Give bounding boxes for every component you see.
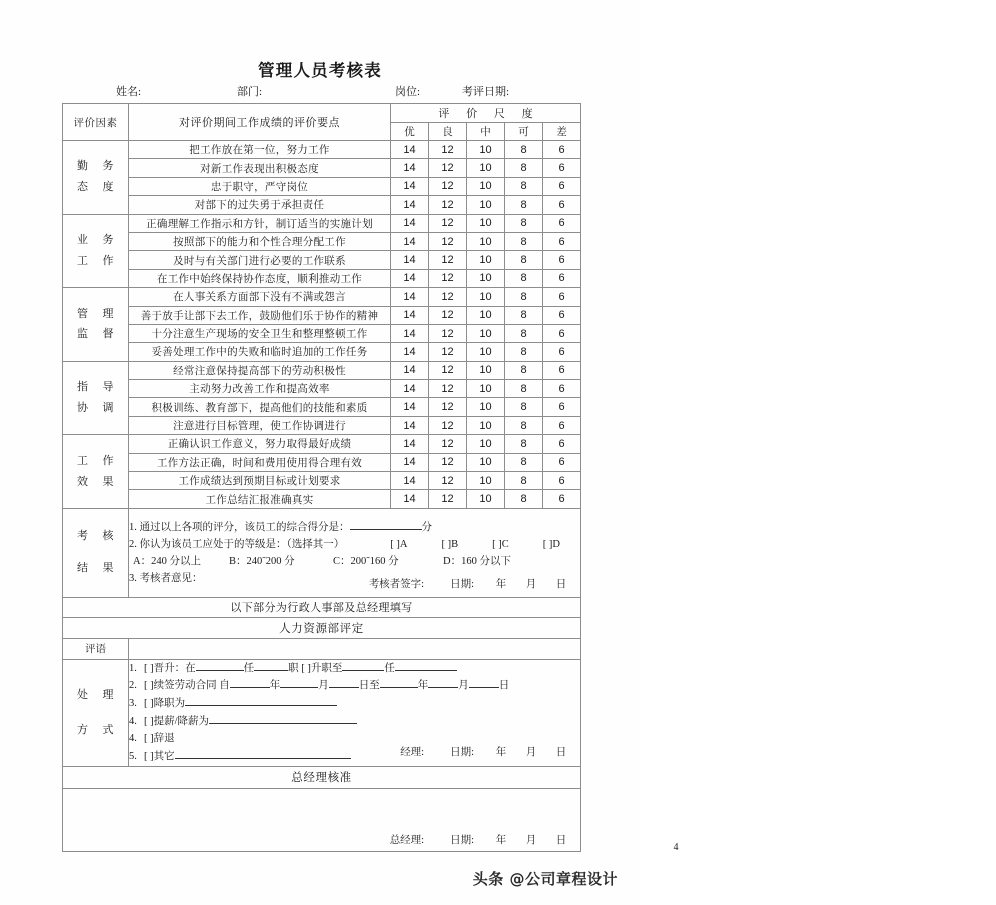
factor-char: 调	[102, 401, 114, 414]
score-cell-3[interactable]: 8	[505, 196, 543, 214]
score-cell-1[interactable]: 12	[429, 380, 467, 398]
score-cell-4[interactable]: 6	[543, 269, 581, 287]
table-row	[63, 288, 581, 306]
score-cell-0[interactable]: 14	[391, 269, 429, 287]
score-cell-4[interactable]: 6	[543, 288, 581, 306]
factor-char: 理	[102, 688, 114, 701]
score-cell-3[interactable]: 8	[505, 416, 543, 434]
evaluation-point: 对新工作表现出积极态度	[129, 159, 391, 177]
evaluation-point: 正确认识工作意义，努力取得最好成绩	[129, 435, 391, 453]
notice-row-tr	[63, 597, 581, 617]
option-unit: 年	[269, 680, 281, 692]
appraisal-table	[62, 103, 581, 852]
evaluation-point: 工作总结汇报准确真实	[129, 490, 391, 508]
score-cell-3[interactable]: 8	[505, 435, 543, 453]
manager-date-ymd	[486, 747, 576, 758]
blank-underline	[280, 677, 318, 688]
score-cell-2[interactable]: 10	[467, 472, 505, 490]
evaluation-point: 主动努力改善工作和提高效率	[129, 380, 391, 398]
table-row	[63, 398, 581, 416]
date-unit: 月	[525, 834, 537, 846]
score-cell-4[interactable]: 6	[543, 177, 581, 195]
evaluation-point: 注意进行目标管理，使工作协调进行	[129, 416, 391, 434]
factor-column-header: 评价因素	[63, 104, 129, 141]
score-cell-2[interactable]: 10	[467, 251, 505, 269]
reviewer-signature-line	[369, 576, 576, 593]
option-text[interactable]: [ ]降职为	[144, 698, 186, 710]
score-cell-1[interactable]: 12	[429, 269, 467, 287]
evaluation-point: 对部下的过失勇于承担责任	[129, 196, 391, 214]
comment-input-area[interactable]	[129, 638, 581, 659]
factor-line	[63, 251, 128, 272]
score-cell-1[interactable]: 12	[429, 232, 467, 250]
scale-label-3: 可	[505, 123, 543, 141]
blank-underline	[329, 677, 359, 688]
score-cell-1[interactable]: 12	[429, 159, 467, 177]
factor-line	[63, 553, 128, 585]
score-cell-0[interactable]: 14	[391, 232, 429, 250]
table-row	[63, 343, 581, 361]
score-cell-1[interactable]: 12	[429, 398, 467, 416]
table-row	[63, 306, 581, 324]
blank-underline	[350, 519, 422, 530]
score-cell-3[interactable]: 8	[505, 490, 543, 508]
manager-signature-line	[400, 744, 576, 762]
grade-definition-3: D：160 分以下	[443, 555, 511, 567]
score-cell-2[interactable]: 10	[467, 196, 505, 214]
manager-label[interactable]: 经理:	[400, 746, 425, 758]
score-cell-3[interactable]: 8	[505, 453, 543, 471]
reviewer-date-label[interactable]: 日期:	[450, 578, 475, 590]
table-row	[63, 177, 581, 195]
table-row	[63, 361, 581, 379]
score-cell-4[interactable]: 6	[543, 343, 581, 361]
field-appraisal-date-label: 考评日期:	[462, 86, 510, 98]
factor-line	[63, 472, 128, 493]
score-cell-2[interactable]: 10	[467, 343, 505, 361]
score-cell-4[interactable]: 6	[543, 416, 581, 434]
points-column-header: 对评价期间工作成绩的评价要点	[129, 104, 391, 141]
score-cell-3[interactable]: 8	[505, 361, 543, 379]
result-item-3: 3. 考核者意见：	[129, 572, 203, 584]
score-cell-3[interactable]: 8	[505, 159, 543, 177]
factor-label-3	[63, 361, 129, 435]
score-cell-0[interactable]: 14	[391, 141, 429, 159]
scale-label-2: 中	[467, 123, 505, 141]
score-cell-3[interactable]: 8	[505, 288, 543, 306]
option-unit: 年	[417, 680, 429, 692]
grade-definition-1: B：240˜200 分	[229, 555, 295, 567]
option-number: 5.	[129, 750, 137, 762]
blank-underline	[395, 660, 457, 671]
score-cell-2[interactable]: 10	[467, 398, 505, 416]
result-item-2-text: 2. 你认为该员工应处于的等级是：（选择其一）	[129, 538, 345, 550]
handle-row	[63, 659, 581, 766]
score-cell-4[interactable]: 6	[543, 159, 581, 177]
score-cell-2[interactable]: 10	[467, 453, 505, 471]
comment-label: 评语	[63, 638, 129, 659]
factor-line	[63, 713, 128, 748]
option-unit: 月	[318, 680, 329, 692]
option-number: 2.	[129, 680, 137, 692]
score-cell-0[interactable]: 14	[391, 398, 429, 416]
option-text[interactable]: [ ]辞退	[144, 733, 175, 745]
score-cell-2[interactable]: 10	[467, 306, 505, 324]
factor-char: 工	[77, 454, 89, 467]
score-cell-2[interactable]: 10	[467, 380, 505, 398]
date-unit: 日	[555, 834, 567, 846]
factor-line	[63, 377, 128, 398]
evaluation-point: 在工作中始终保持协作态度，顺利推动工作	[129, 269, 391, 287]
score-cell-2[interactable]: 10	[467, 141, 505, 159]
factor-label-2	[63, 288, 129, 362]
table-row	[63, 416, 581, 434]
header-field-strip	[62, 83, 580, 100]
score-cell-1[interactable]: 12	[429, 177, 467, 195]
score-cell-1[interactable]: 12	[429, 288, 467, 306]
grade-checkbox-2[interactable]: [ ]C	[492, 538, 509, 550]
score-cell-3[interactable]: 8	[505, 232, 543, 250]
manager-date-label[interactable]: 日期:	[450, 746, 475, 758]
factor-char: 效	[77, 475, 89, 488]
evaluation-point: 及时与有关部门进行必要的工作联系	[129, 251, 391, 269]
score-cell-2[interactable]: 10	[467, 490, 505, 508]
grade-definition-0: A：240 分以上	[133, 555, 201, 567]
table-row	[63, 196, 581, 214]
option-date-from: 自	[216, 680, 230, 692]
score-cell-3[interactable]: 8	[505, 141, 543, 159]
comment-row	[63, 638, 581, 659]
blank-underline	[230, 677, 270, 688]
score-cell-1[interactable]: 12	[429, 196, 467, 214]
score-cell-1[interactable]: 12	[429, 490, 467, 508]
handle-option-1	[129, 677, 580, 695]
result-factor-label	[63, 508, 129, 597]
score-cell-1[interactable]: 12	[429, 214, 467, 232]
score-cell-0[interactable]: 14	[391, 361, 429, 379]
score-cell-3[interactable]: 8	[505, 343, 543, 361]
score-cell-0[interactable]: 14	[391, 288, 429, 306]
factor-char: 式	[102, 723, 114, 736]
blank-underline	[380, 677, 418, 688]
grade-checkbox-0[interactable]: [ ]A	[390, 538, 408, 550]
score-cell-1[interactable]: 12	[429, 361, 467, 379]
score-cell-0[interactable]: 14	[391, 251, 429, 269]
score-cell-0[interactable]: 14	[391, 490, 429, 508]
factor-line	[63, 156, 128, 177]
evaluation-point: 经常注意保持提高部下的劳动积极性	[129, 361, 391, 379]
factor-char: 处	[77, 688, 89, 701]
score-cell-3[interactable]: 8	[505, 472, 543, 490]
score-cell-2[interactable]: 10	[467, 288, 505, 306]
watermark: 头条 @公司章程设计	[472, 870, 618, 888]
evaluation-point: 在人事关系方面部下没有不满或怨言	[129, 288, 391, 306]
blank-underline	[185, 695, 337, 706]
score-cell-4[interactable]: 6	[543, 398, 581, 416]
score-cell-3[interactable]: 8	[505, 380, 543, 398]
option-text-2[interactable]: [ ]升职至	[298, 662, 343, 674]
evaluation-point: 按照部下的能力和个性合理分配工作	[129, 232, 391, 250]
handle-option-3	[129, 713, 580, 731]
evaluation-point: 妥善处理工作中的失败和临时追加的工作任务	[129, 343, 391, 361]
factor-line	[63, 177, 128, 198]
option-unit: 任	[384, 662, 395, 674]
grade-checkbox-group	[390, 539, 594, 550]
score-cell-3[interactable]: 8	[505, 398, 543, 416]
factor-char: 业	[77, 233, 89, 246]
option-number: 1.	[129, 662, 137, 674]
factor-char: 工	[77, 254, 89, 267]
factor-char: 理	[102, 307, 114, 320]
field-name-label: 姓名:	[116, 86, 142, 98]
factor-label-1	[63, 214, 129, 288]
result-row	[63, 508, 581, 597]
blank-underline	[428, 677, 458, 688]
table-row	[63, 380, 581, 398]
hr-heading-row	[63, 617, 581, 638]
factor-char: 勤	[77, 160, 89, 173]
score-cell-3[interactable]: 8	[505, 306, 543, 324]
date-unit: 年	[495, 746, 507, 758]
date-unit: 月	[525, 578, 537, 590]
score-cell-1[interactable]: 12	[429, 453, 467, 471]
table-row	[63, 232, 581, 250]
score-cell-4[interactable]: 6	[543, 141, 581, 159]
score-cell-1[interactable]: 12	[429, 141, 467, 159]
score-cell-2[interactable]: 10	[467, 416, 505, 434]
factor-char: 核	[102, 529, 114, 542]
factor-char: 监	[77, 328, 89, 341]
score-cell-4[interactable]: 6	[543, 232, 581, 250]
result-item-1-text: 1. 通过以上各项的评分，该员工的综合得分是：	[129, 521, 350, 533]
table-row	[63, 490, 581, 508]
factor-char: 作	[102, 454, 114, 467]
factor-char: 方	[77, 723, 89, 736]
blank-underline	[342, 660, 384, 671]
table-row	[63, 472, 581, 490]
notice-text: 以下部分为行政人事部及总经理填写	[63, 597, 581, 617]
gm-section-heading: 总经理核准	[63, 766, 581, 788]
evaluation-point: 积极训练、教育部下，提高他们的技能和素质	[129, 398, 391, 416]
score-cell-4[interactable]: 6	[543, 435, 581, 453]
score-cell-4[interactable]: 6	[543, 361, 581, 379]
score-cell-2[interactable]: 10	[467, 159, 505, 177]
score-cell-0[interactable]: 14	[391, 177, 429, 195]
score-cell-4[interactable]: 6	[543, 196, 581, 214]
factor-char: 导	[102, 381, 114, 394]
factor-char: 务	[102, 160, 114, 173]
score-cell-2[interactable]: 10	[467, 214, 505, 232]
page-number: 4	[673, 842, 679, 853]
option-number: 4.	[129, 733, 137, 745]
factor-char: 果	[102, 561, 114, 574]
blank-underline	[175, 748, 351, 759]
table-row	[63, 453, 581, 471]
score-cell-0[interactable]: 14	[391, 324, 429, 342]
score-cell-2[interactable]: 10	[467, 232, 505, 250]
evaluation-point: 十分注意生产现场的安全卫生和整理整顿工作	[129, 324, 391, 342]
field-position-label: 岗位:	[395, 86, 421, 98]
gm-label[interactable]: 总经理:	[389, 834, 425, 846]
score-cell-0[interactable]: 14	[391, 453, 429, 471]
factor-char: 指	[77, 381, 89, 394]
option-text[interactable]: [ ]其它	[144, 750, 175, 762]
result-item-1-unit: 分	[421, 521, 432, 533]
score-cell-0[interactable]: 14	[391, 306, 429, 324]
result-item-1	[129, 519, 580, 536]
grade-checkbox-1[interactable]: [ ]B	[441, 538, 459, 550]
date-unit: 年	[495, 578, 507, 590]
score-cell-3[interactable]: 8	[505, 214, 543, 232]
table-row	[63, 324, 581, 342]
score-cell-3[interactable]: 8	[505, 324, 543, 342]
factor-char: 态	[77, 181, 89, 194]
factor-char: 管	[77, 307, 89, 320]
result-body	[129, 508, 581, 597]
score-cell-4[interactable]: 6	[543, 472, 581, 490]
handle-factor-label	[63, 659, 129, 766]
score-cell-1[interactable]: 12	[429, 343, 467, 361]
factor-line	[63, 324, 128, 345]
factor-label-0	[63, 141, 129, 215]
factor-label-4	[63, 435, 129, 509]
score-cell-4[interactable]: 6	[543, 490, 581, 508]
reviewer-signature-label[interactable]: 考核者签字:	[368, 578, 425, 590]
score-cell-3[interactable]: 8	[505, 177, 543, 195]
option-unit: 日至	[358, 680, 380, 692]
score-cell-4[interactable]: 6	[543, 306, 581, 324]
score-cell-0[interactable]: 14	[391, 343, 429, 361]
score-cell-2[interactable]: 10	[467, 361, 505, 379]
factor-char: 考	[77, 529, 89, 542]
score-cell-1[interactable]: 12	[429, 251, 467, 269]
scale-label-1: 良	[429, 123, 467, 141]
blank-underline	[209, 713, 357, 724]
evaluation-point: 工作方法正确，时间和费用使用得合理有效	[129, 453, 391, 471]
factor-char: 作	[102, 254, 114, 267]
score-cell-1[interactable]: 12	[429, 306, 467, 324]
score-cell-4[interactable]: 6	[543, 380, 581, 398]
date-unit: 日	[555, 578, 567, 590]
option-unit: 职	[288, 662, 299, 674]
score-cell-2[interactable]: 10	[467, 269, 505, 287]
evaluation-point: 善于放手让部下去工作，鼓励他们乐于协作的精神	[129, 306, 391, 324]
result-item-2	[129, 536, 580, 553]
factor-char: 协	[77, 401, 89, 414]
blank-underline	[469, 677, 499, 688]
hr-section-heading: 人力资源部评定	[63, 617, 581, 638]
option-unit: 日	[498, 680, 510, 692]
option-number: 4.	[129, 715, 137, 727]
score-cell-0[interactable]: 14	[391, 159, 429, 177]
table-row	[63, 141, 581, 159]
factor-line	[63, 230, 128, 251]
grade-definition-2: C：200˜160 分	[333, 555, 399, 567]
grade-definitions	[129, 553, 580, 570]
score-cell-0[interactable]: 14	[391, 416, 429, 434]
factor-line	[63, 678, 128, 713]
table-row	[63, 435, 581, 453]
field-department-label: 部门:	[237, 86, 263, 98]
score-cell-3[interactable]: 8	[505, 251, 543, 269]
score-cell-2[interactable]: 10	[467, 435, 505, 453]
score-cell-0[interactable]: 14	[391, 214, 429, 232]
option-unit: 月	[458, 680, 469, 692]
score-cell-4[interactable]: 6	[543, 453, 581, 471]
date-unit: 月	[525, 746, 537, 758]
evaluation-point: 把工作放在第一位，努力工作	[129, 141, 391, 159]
score-cell-1[interactable]: 12	[429, 435, 467, 453]
score-cell-2[interactable]: 10	[467, 177, 505, 195]
factor-char: 果	[102, 475, 114, 488]
grade-checkbox-3[interactable]: [ ]D	[542, 538, 560, 550]
option-text[interactable]: [ ]提薪/降薪为	[144, 715, 210, 727]
factor-line	[63, 304, 128, 325]
scale-label-0: 优	[391, 123, 429, 141]
factor-line	[63, 451, 128, 472]
factor-line	[63, 398, 128, 419]
option-text[interactable]: [ ]续签劳动合同	[144, 680, 217, 692]
scale-group-header: 评 价 尺 度	[391, 104, 581, 123]
table-header-row	[63, 104, 581, 123]
scale-label-4: 差	[543, 123, 581, 141]
score-cell-0[interactable]: 14	[391, 380, 429, 398]
evaluation-point: 正确理解工作指示和方针，制订适当的实施计划	[129, 214, 391, 232]
table-row	[63, 269, 581, 287]
factor-char: 结	[77, 561, 89, 574]
factor-char: 务	[102, 233, 114, 246]
table-row	[63, 251, 581, 269]
score-cell-0[interactable]: 14	[391, 472, 429, 490]
score-cell-4[interactable]: 6	[543, 251, 581, 269]
date-unit: 年	[495, 834, 507, 846]
blank-underline	[196, 660, 244, 671]
handle-option-0	[129, 660, 580, 678]
table-row	[63, 214, 581, 232]
factor-char: 度	[102, 181, 114, 194]
score-cell-3[interactable]: 8	[505, 269, 543, 287]
factor-char: 督	[102, 328, 114, 341]
table-row	[63, 159, 581, 177]
evaluation-point: 工作成绩达到预期目标或计划要求	[129, 472, 391, 490]
score-cell-2[interactable]: 10	[467, 324, 505, 342]
gm-heading-row	[63, 766, 581, 788]
option-unit: 任	[243, 662, 255, 674]
handle-options-body	[129, 659, 581, 766]
score-cell-1[interactable]: 12	[429, 472, 467, 490]
score-cell-4[interactable]: 6	[543, 324, 581, 342]
page-title: 管理人员考核表	[258, 61, 382, 80]
option-number: 3.	[129, 698, 137, 710]
gm-date-label[interactable]: 日期:	[450, 834, 475, 846]
handle-option-2	[129, 695, 580, 713]
reviewer-date-ymd	[486, 579, 576, 590]
score-cell-0[interactable]: 14	[391, 435, 429, 453]
factor-line	[63, 521, 128, 553]
evaluation-point: 忠于职守，严守岗位	[129, 177, 391, 195]
score-cell-1[interactable]: 12	[429, 324, 467, 342]
score-cell-1[interactable]: 12	[429, 416, 467, 434]
date-unit: 日	[555, 746, 567, 758]
score-cell-4[interactable]: 6	[543, 214, 581, 232]
score-cell-0[interactable]: 14	[391, 196, 429, 214]
option-text[interactable]: [ ]晋升：在	[144, 662, 196, 674]
blank-underline	[254, 660, 288, 671]
